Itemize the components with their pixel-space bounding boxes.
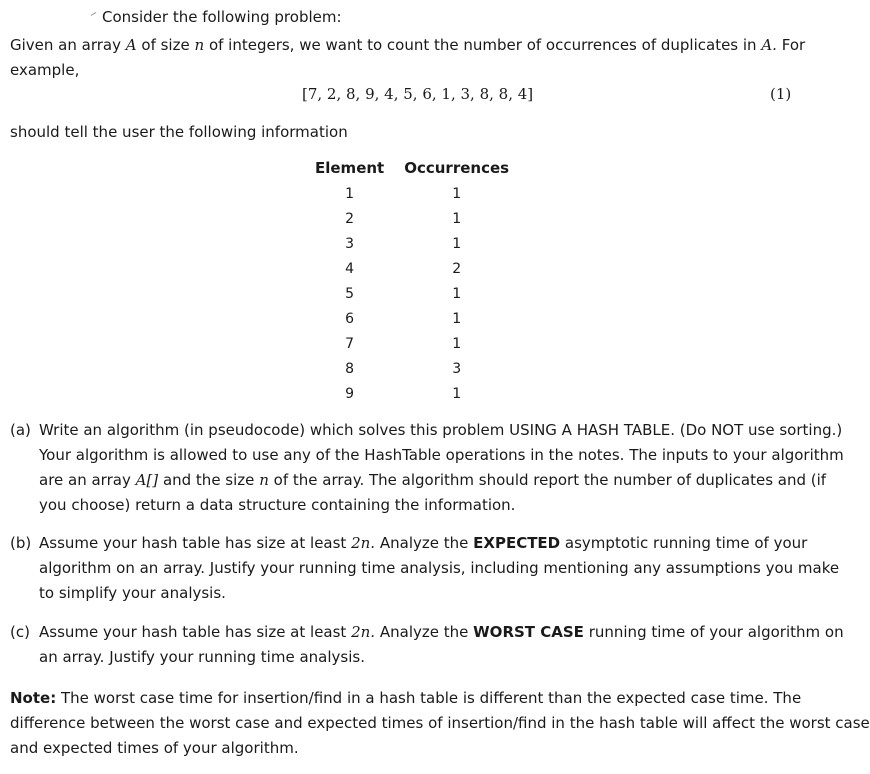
element-cell: 3 (345, 235, 355, 252)
element-cell: 1 (345, 185, 355, 202)
note-line-3: and expected times of your algorithm. (10, 739, 299, 757)
occurrence-cell: 1 (452, 185, 462, 202)
problem-statement-line-1: Given an array A of size n of integers, we want to count the number of occurrences of duplicates in A. For (10, 36, 806, 54)
pencil-mark-icon (91, 12, 100, 21)
occurrence-cell: 1 (452, 310, 462, 327)
occurrence-cell: 1 (452, 210, 462, 227)
element-cell: 8 (345, 360, 355, 377)
occurrence-cell: 1 (452, 285, 462, 302)
note-line-1: Note: The worst case time for insertion/find in a hash table is different than the expected case time. The (10, 689, 802, 707)
element-cell: 5 (345, 285, 355, 302)
element-cell: 7 (345, 335, 355, 352)
part-b-line-1: Assume your hash table has size at least 2n. Analyze the EXPECTED asymptotic running time of your (39, 534, 808, 552)
occurrence-cell: 1 (452, 235, 462, 252)
table-row (305, 306, 519, 331)
part-a-line-4: you choose) return a data structure containing the information. (39, 496, 516, 514)
header-occurrences: Occurrences (404, 159, 510, 177)
table-row (305, 231, 519, 256)
part-b-label: (b) (10, 534, 32, 552)
table-row (305, 206, 519, 231)
part-c-line-2: an array. Justify your running time analysis. (39, 648, 365, 666)
occurrence-cell: 3 (452, 360, 462, 377)
note-line-2: difference between the worst case and expected times of insertion/find in the hash table will affect the worst case (10, 714, 870, 732)
element-cell: 2 (345, 210, 355, 227)
element-cell: 9 (345, 385, 355, 402)
occurrence-cell: 1 (452, 335, 462, 352)
part-c-label: (c) (10, 623, 30, 641)
part-a-label: (a) (10, 421, 31, 439)
note-label: Note: (10, 689, 57, 707)
problem-statement-line-2: example, (10, 61, 80, 79)
part-a-line-1: Write an algorithm (in pseudocode) which solves this problem USING A HASH TABLE. (Do NOT use sorting.) (39, 421, 843, 439)
table-row (305, 181, 519, 206)
element-cell: 6 (345, 310, 355, 327)
part-a-line-3: are an array A[] and the size n of the array. The algorithm should report the number of duplicates and (if (39, 471, 827, 489)
part-a-line-2: Your algorithm is allowed to use any of the HashTable operations in the notes. The inputs to your algorithm (39, 446, 844, 464)
occurrence-table (305, 155, 519, 406)
occurrence-cell: 2 (452, 260, 462, 277)
table-row (305, 381, 519, 406)
element-cell: 4 (345, 260, 355, 277)
part-b-line-3: to simplify your analysis. (39, 584, 226, 602)
part-c-line-1: Assume your hash table has size at least 2n. Analyze the WORST CASE running time of your algorithm on (39, 623, 844, 641)
occurrence-cell: 1 (452, 385, 462, 402)
example-array: [7, 2, 8, 9, 4, 5, 6, 1, 3, 8, 8, 4] (302, 85, 534, 103)
table-row (305, 356, 519, 381)
table-row (305, 331, 519, 356)
equation-number: (1) (770, 85, 792, 103)
should-tell-text: should tell the user the following information (10, 123, 348, 141)
problem-intro: Consider the following problem: (102, 8, 342, 26)
table-row (305, 281, 519, 306)
table-row (305, 256, 519, 281)
part-b-line-2: algorithm on an array. Justify your running time analysis, including mentioning any assumptions you make (39, 559, 840, 577)
header-element: Element (315, 159, 385, 177)
